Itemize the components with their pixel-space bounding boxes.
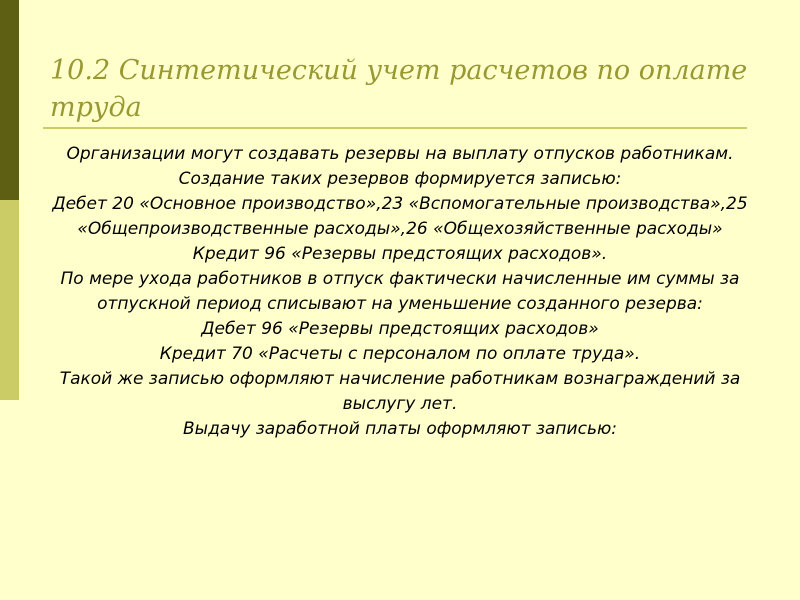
side-bar-dark xyxy=(0,0,19,200)
slide-title: 10.2 Синтетический учет расчетов по оплате труда xyxy=(50,55,748,123)
paragraph-debit-96: Дебет 96 «Резервы предстоящих расходов» xyxy=(201,319,599,339)
paragraph-credit-96: Кредит 96 «Резервы предстоящих расходов». xyxy=(192,244,608,264)
slide-body xyxy=(40,142,760,442)
side-bar-light xyxy=(0,400,19,600)
paragraph-credit-70: Кредит 70 «Расчеты с персоналом по оплате труда». xyxy=(159,344,641,364)
paragraph-debit-accounts: Дебет 20 «Основное производство»,23 «Вспомогательные производства»,25 «Общепроизводственные расходы»,26 «Общехозяйственные расходы» xyxy=(52,194,748,239)
paragraph-salary-payment: Выдачу заработной платы оформляют записью: xyxy=(183,419,617,439)
paragraph-reserves-intro: Организации могут создавать резервы на выплату отпусков работникам. Создание таких резервов формируется записью: xyxy=(66,144,734,189)
side-bar-mid xyxy=(0,200,19,400)
title-underline xyxy=(43,127,747,129)
paragraph-seniority-bonus: Такой же записью оформляют начисление работникам вознаграждений за выслугу лет. xyxy=(59,369,741,414)
paragraph-vacation-writeoff: По мере ухода работников в отпуск фактически начисленные им суммы за отпускной период списывают на уменьшение созданного резерва: xyxy=(60,269,740,314)
